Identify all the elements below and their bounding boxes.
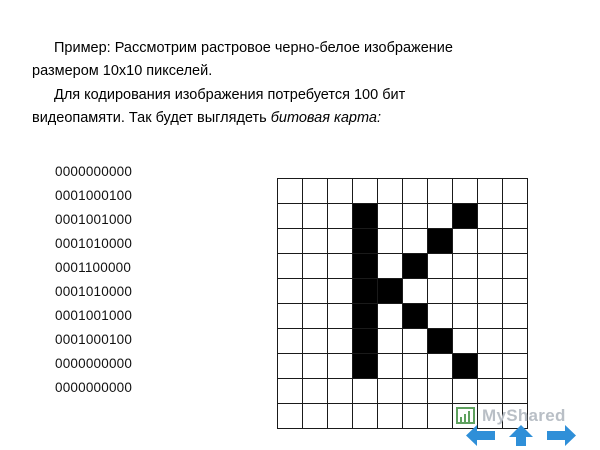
bitmap-row: 0000000000 xyxy=(55,356,133,372)
bitmap-cell-off xyxy=(278,279,303,304)
bitmap-cell-off xyxy=(378,229,403,254)
bitmap-cell-off xyxy=(328,179,353,204)
bitmap-grid-body xyxy=(278,179,528,429)
bitmap-cell-off xyxy=(428,179,453,204)
bitmap-cell-off xyxy=(478,379,503,404)
bitmap-cell-off xyxy=(278,204,303,229)
bitmap-grid xyxy=(277,178,528,429)
bitmap-cell-off xyxy=(378,354,403,379)
bitmap-row: 0001010000 xyxy=(55,284,133,300)
bitmap-cell-on xyxy=(353,354,378,379)
bitmap-cell-off xyxy=(478,354,503,379)
bitmap-grid-row xyxy=(278,354,528,379)
bitmap-grid-row xyxy=(278,254,528,279)
bitmap-cell-off xyxy=(303,329,328,354)
bar-3 xyxy=(468,411,470,422)
bitmap-cell-off xyxy=(378,329,403,354)
bitmap-cell-off xyxy=(278,329,303,354)
bitmap-cell-off xyxy=(278,404,303,429)
bitmap-cell-off xyxy=(428,304,453,329)
bitmap-cell-off xyxy=(478,179,503,204)
bitmap-cell-off xyxy=(278,254,303,279)
bar-1 xyxy=(460,417,462,422)
paragraph-2 xyxy=(32,61,568,82)
bitmap-cell-off xyxy=(278,179,303,204)
bitmap-cell-off xyxy=(403,204,428,229)
bitmap-cell-off xyxy=(403,229,428,254)
bitmap-grid-row xyxy=(278,229,528,254)
bitmap-cell-off xyxy=(428,379,453,404)
bitmap-grid-row xyxy=(278,379,528,404)
bitmap-grid-row xyxy=(278,304,528,329)
bitmap-cell-off xyxy=(353,379,378,404)
bitmap-cell-off xyxy=(378,204,403,229)
bitmap-cell-off xyxy=(503,354,528,379)
bitmap-row: 0001100000 xyxy=(55,260,132,276)
bitmap-cell-on xyxy=(403,304,428,329)
arrow-up-icon xyxy=(506,425,536,446)
bitmap-cell-off xyxy=(328,329,353,354)
bitmap-cell-off xyxy=(453,304,478,329)
bitmap-cell-on xyxy=(353,304,378,329)
paragraph-1-text: Пример: Рассмотрим растровое черно-белое изображение xyxy=(54,40,453,56)
bitmap-cell-off xyxy=(478,279,503,304)
bitmap-row: 0000000000 xyxy=(55,164,133,179)
bitmap-cell-off xyxy=(453,229,478,254)
bitmap-cell-off xyxy=(403,279,428,304)
bar-2 xyxy=(464,414,466,422)
paragraph-2-text: размером 10х10 пикселей. xyxy=(32,63,213,80)
bitmap-cell-off xyxy=(378,254,403,279)
nav-arrow-right[interactable] xyxy=(546,425,576,446)
bitmap-cell-off xyxy=(503,204,528,229)
nav-arrow-up[interactable] xyxy=(506,425,536,446)
bitmap-cell-off xyxy=(328,254,353,279)
bitmap-grid-row xyxy=(278,179,528,204)
nav-arrow-left[interactable] xyxy=(466,425,496,446)
bitmap-cell-off xyxy=(403,404,428,429)
bitmap-grid-illustration xyxy=(277,178,528,429)
bitmap-cell-off xyxy=(478,204,503,229)
chart-monitor-icon xyxy=(456,407,475,424)
bitmap-row: 0001001000 xyxy=(55,212,133,228)
bitmap-cell-off xyxy=(503,229,528,254)
bitmap-cell-off xyxy=(428,354,453,379)
paragraph-1 xyxy=(32,38,568,59)
bitmap-row: 0000000000 xyxy=(55,380,133,396)
arrow-left-icon xyxy=(466,425,496,446)
bitmap-cell-off xyxy=(428,204,453,229)
bitmap-cell-off xyxy=(503,179,528,204)
bitmap-cell-off xyxy=(403,179,428,204)
paragraph-4-emphasis: битовая карта: xyxy=(270,109,381,126)
bitmap-cell-on xyxy=(353,279,378,304)
bitmap-cell-off xyxy=(403,354,428,379)
bitmap-cell-off xyxy=(503,379,528,404)
bitmap-cell-off xyxy=(303,179,328,204)
explanation-text xyxy=(32,38,568,131)
bitmap-row: 0001010000 xyxy=(55,236,133,252)
bitmap-code-listing xyxy=(55,160,132,400)
bitmap-cell-off xyxy=(478,254,503,279)
bitmap-cell-off xyxy=(328,279,353,304)
bitmap-row: 0001000100 xyxy=(55,332,133,348)
bitmap-cell-off xyxy=(503,254,528,279)
bitmap-cell-off xyxy=(478,329,503,354)
bitmap-cell-off xyxy=(278,379,303,404)
bitmap-cell-off xyxy=(403,379,428,404)
paragraph-4 xyxy=(32,108,568,129)
bitmap-cell-on xyxy=(403,254,428,279)
bitmap-cell-off xyxy=(328,404,353,429)
bitmap-grid-row xyxy=(278,204,528,229)
bitmap-cell-off xyxy=(328,229,353,254)
bitmap-cell-off xyxy=(278,229,303,254)
bitmap-cell-off xyxy=(378,379,403,404)
bitmap-cell-off xyxy=(453,329,478,354)
bitmap-cell-off xyxy=(278,304,303,329)
slide-navigation xyxy=(466,425,586,447)
bitmap-cell-on xyxy=(428,229,453,254)
logo-text: MyShared xyxy=(482,406,566,425)
bitmap-row: 0001000100 xyxy=(55,188,133,204)
bitmap-cell-off xyxy=(478,304,503,329)
bitmap-cell-on xyxy=(353,254,378,279)
bitmap-cell-off xyxy=(303,204,328,229)
arrow-right-icon xyxy=(546,425,576,446)
bitmap-cell-off xyxy=(303,354,328,379)
bitmap-cell-off xyxy=(328,379,353,404)
bitmap-cell-off xyxy=(478,229,503,254)
bitmap-cell-off xyxy=(453,179,478,204)
paragraph-3 xyxy=(32,85,568,106)
bitmap-cell-on xyxy=(428,329,453,354)
bitmap-cell-off xyxy=(328,204,353,229)
bitmap-cell-on xyxy=(353,329,378,354)
bitmap-cell-off xyxy=(328,304,353,329)
bitmap-cell-off xyxy=(403,329,428,354)
bitmap-grid-row xyxy=(278,329,528,354)
bitmap-cell-off xyxy=(303,254,328,279)
paragraph-4-text: видеопамяти. Так будет выглядеть xyxy=(32,109,271,126)
bitmap-cell-off xyxy=(378,179,403,204)
bitmap-cell-off xyxy=(378,404,403,429)
bitmap-cell-off xyxy=(428,254,453,279)
bitmap-cell-off xyxy=(503,329,528,354)
bitmap-cell-on xyxy=(353,204,378,229)
bitmap-cell-off xyxy=(428,279,453,304)
bitmap-cell-off xyxy=(278,354,303,379)
bitmap-cell-on xyxy=(353,229,378,254)
bitmap-cell-off xyxy=(303,404,328,429)
bitmap-cell-off xyxy=(453,379,478,404)
bitmap-cell-off xyxy=(303,304,328,329)
bitmap-cell-off xyxy=(503,304,528,329)
bitmap-cell-on xyxy=(453,354,478,379)
bitmap-cell-off xyxy=(378,304,403,329)
bitmap-cell-off xyxy=(428,404,453,429)
bitmap-cell-off xyxy=(453,279,478,304)
bitmap-cell-off xyxy=(453,254,478,279)
bitmap-cell-off xyxy=(303,379,328,404)
bitmap-grid-row xyxy=(278,279,528,304)
bitmap-cell-on xyxy=(378,279,403,304)
bitmap-cell-off xyxy=(353,404,378,429)
bitmap-cell-on xyxy=(453,204,478,229)
paragraph-3-text: Для кодирования изображения потребуется 100 бит xyxy=(54,86,406,103)
bitmap-cell-off xyxy=(503,279,528,304)
bitmap-cell-off xyxy=(303,279,328,304)
bitmap-cell-off xyxy=(328,354,353,379)
bitmap-cell-off xyxy=(353,179,378,204)
bitmap-row: 0001001000 xyxy=(55,308,133,324)
bitmap-cell-off xyxy=(303,229,328,254)
